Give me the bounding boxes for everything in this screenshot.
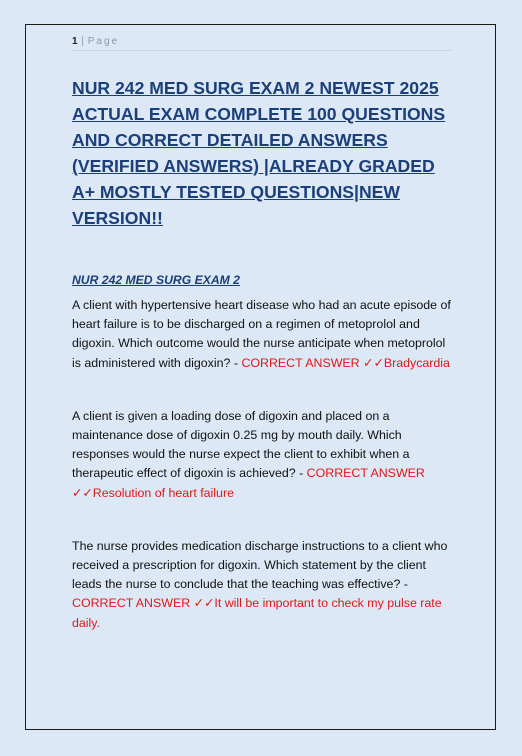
question-block <box>72 537 452 633</box>
question-block <box>72 407 452 503</box>
page-number: 1 <box>72 36 79 47</box>
section-heading: NUR 242 MED SURG EXAM 2 <box>72 273 240 287</box>
question-text: A client with hypertensive heart disease who had an acute episode of heart failure is to be discharged on a regimen of metoprolol and digoxin. Which outcome would the nurse anticipate when metoprolol is administered with digoxin? - <box>72 298 451 370</box>
page-header <box>72 36 452 51</box>
answer-text: CORRECT ANSWER ✓✓It will be important to check my pulse rate daily. <box>72 596 442 630</box>
question-text: The nurse provides medication discharge instructions to a client who received a prescription for digoxin. Which statement by the client leads the nurse to conclude that the teaching was effective? - <box>72 538 448 592</box>
document-content <box>72 36 452 633</box>
page-separator: | <box>81 36 85 47</box>
question-text: A client is given a loading dose of digoxin and placed on a maintenance dose of digoxin 0.25 mg by mouth daily. Which responses would the nurse expect the client to exhibit when a therapeutic effect of digoxin is achieved? - <box>72 408 410 481</box>
page-label: Page <box>87 36 120 47</box>
question-block <box>72 296 452 373</box>
answer-text: CORRECT ANSWER ✓✓Resolution of heart failure <box>72 466 425 500</box>
document-title: NUR 242 MED SURG EXAM 2 NEWEST 2025 ACTUAL EXAM COMPLETE 100 QUESTIONS AND CORRECT DETAILED ANSWERS (VERIFIED ANSWERS) |ALREADY GRADED A+ MOSTLY TESTED QUESTIONS|NEW VERSION!! <box>72 78 446 228</box>
answer-text: CORRECT ANSWER ✓✓Bradycardia <box>241 355 450 370</box>
